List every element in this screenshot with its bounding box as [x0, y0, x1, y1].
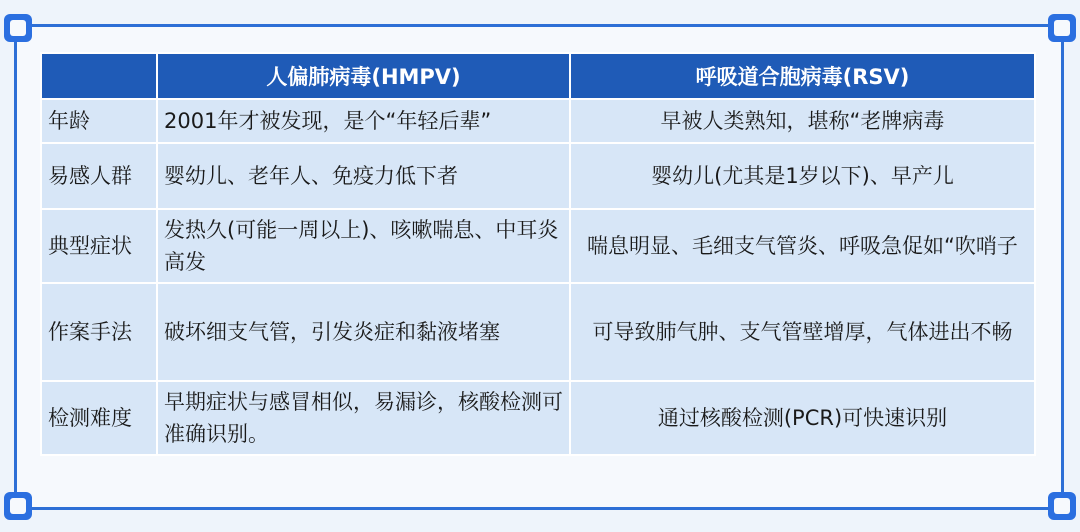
rsv-cell: 早被人类熟知，堪称“老牌病毒: [570, 99, 1035, 143]
hmpv-cell: 婴幼儿、老年人、免疫力低下者: [157, 143, 570, 209]
comparison-table: [40, 52, 1036, 456]
table-row: [41, 283, 1035, 381]
header-row: [41, 53, 1035, 99]
header-hmpv: 人偏肺病毒(HMPV): [157, 53, 570, 99]
rsv-cell: 喘息明显、毛细支气管炎、呼吸急促如“吹哨子: [570, 209, 1035, 283]
hmpv-cell: 早期症状与感冒相似，易漏诊，核酸检测可准确识别。: [157, 381, 570, 455]
rsv-cell: 婴幼儿(尤其是1岁以下)、早产儿: [570, 143, 1035, 209]
header-rsv: 呼吸道合胞病毒(RSV): [570, 53, 1035, 99]
table-row: [41, 209, 1035, 283]
row-label: 检测难度: [41, 381, 157, 455]
rsv-cell: 通过核酸检测(PCR)可快速识别: [570, 381, 1035, 455]
row-label: 易感人群: [41, 143, 157, 209]
corner-decoration: [4, 14, 32, 42]
hmpv-cell: 破坏细支气管，引发炎症和黏液堵塞: [157, 283, 570, 381]
table-row: [41, 381, 1035, 455]
row-label: 年龄: [41, 99, 157, 143]
corner-decoration: [1048, 492, 1076, 520]
row-label: 典型症状: [41, 209, 157, 283]
header-empty: [41, 53, 157, 99]
hmpv-cell: 发热久(可能一周以上)、咳嗽喘息、中耳炎高发: [157, 209, 570, 283]
corner-decoration: [4, 492, 32, 520]
row-label: 作案手法: [41, 283, 157, 381]
hmpv-cell: 2001年才被发现，是个“年轻后辈”: [157, 99, 570, 143]
table-row: [41, 99, 1035, 143]
rsv-cell: 可导致肺气肿、支气管壁增厚，气体进出不畅: [570, 283, 1035, 381]
table-row: [41, 143, 1035, 209]
corner-decoration: [1048, 14, 1076, 42]
